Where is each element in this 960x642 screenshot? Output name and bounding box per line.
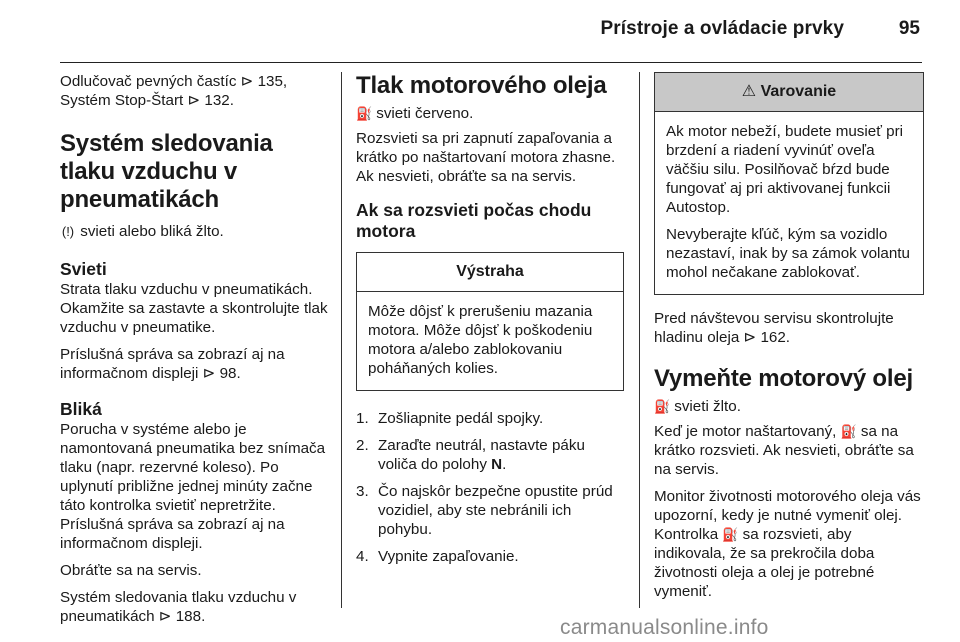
warning-box <box>654 72 924 295</box>
blika-paragraph-2: Obráťte sa na servis. <box>60 562 202 579</box>
oil-paragraph: Rozsvieti sa pri zapnutí zapaľovania a krátko po naštartovaní motora zhasne. Ak nesvieti, obráťte sa na servis. <box>356 130 616 185</box>
change-oil-paragraph-2: Monitor životnosti motorového oleja vás upozorní, kedy je nutné vymeniť olej. Kontrolka ⛽ sa rozsvieti, aby indikovala, že sa prekročila doba životnosti oleja a olej je potrebné vymeniť. <box>654 488 921 600</box>
column-middle <box>356 72 624 574</box>
tpms-indicator-line <box>60 222 332 241</box>
page-header <box>60 0 922 63</box>
tire-pressure-warning-icon: (!) <box>61 224 75 239</box>
oil-change-icon: ⛽ <box>840 424 857 439</box>
page-number: 95 <box>898 18 920 39</box>
warning-paragraph-1: Ak motor nebeží, budete musieť pri brzdení a riadení vyvinúť oveľa väčšiu silu. Posilňovač bŕzd bude fungovať aj pri aktivovanej funkcii Autostop. <box>666 123 904 216</box>
heading-oil-pressure: Tlak motorového oleja <box>356 72 607 99</box>
column-right <box>654 72 924 609</box>
heading-while-running: Ak sa rozsvieti počas chodu motora <box>356 200 592 241</box>
heading-svieti: Svieti <box>60 259 107 279</box>
caution-box <box>356 252 624 391</box>
section-title: Prístroje a ovládacie prvky <box>600 18 844 39</box>
oil-change-icon: ⛽ <box>654 399 671 414</box>
caution-box-text: Môže dôjsť k prerušeniu mazania motora. Môže dôjsť k poškodeniu motora a/alebo zablokovaniu poháňaných kolies. <box>368 303 593 377</box>
list-item: 3. Čo najskôr bezpečne opustite prúd vozidiel, aby ste nebránili ich pohybu. <box>356 483 613 538</box>
steps-list <box>356 409 624 566</box>
svieti-paragraph-1: Strata tlaku vzduchu v pneumatikách. Okamžite sa zastavte a skontrolujte tlak vzduchu v pneumatike. <box>60 281 328 336</box>
list-item: 2. Zaraďte neutrál, nastavte páku voliča do polohy N. <box>356 437 585 473</box>
warning-box-title: Varovanie <box>760 83 837 100</box>
oil-change-icon: ⛽ <box>722 527 739 542</box>
heading-blika: Bliká <box>60 399 102 419</box>
list-item: 1. Zošliapnite pedál spojky. <box>356 410 544 427</box>
tpms-indicator-text: svieti alebo bliká žlto. <box>80 223 224 240</box>
heading-tpms: Systém sledovania tlaku vzduchu v pneumatikách <box>60 130 273 213</box>
svieti-paragraph-2: Príslušná správa sa zobrazí aj na informačnom displeji ⊳ 98. <box>60 346 285 382</box>
change-oil-paragraph-1: Keď je motor naštartovaný, ⛽ sa na krátko rozsvieti. Ak nesvieti, obráťte sa na servis. <box>654 423 914 478</box>
oil-can-icon: ⛽ <box>356 106 373 121</box>
oil-indicator-line <box>356 104 624 123</box>
change-oil-indicator-text: svieti žlto. <box>674 398 741 415</box>
column-divider <box>341 72 342 608</box>
caution-box-title: Výstraha <box>357 253 623 292</box>
blika-paragraph-1: Porucha v systéme alebo je namontovaná pneumatika bez snímača tlaku (napr. rezervné koleso). Po uplynutí približne jednej minúty začne táto kontrolka svietiť nepretržite. Príslušná správa sa zobrazí aj na informačnom displeji. <box>60 421 326 552</box>
column-left <box>60 72 332 634</box>
watermark-text: carmanualsonline.info <box>560 616 769 639</box>
oil-indicator-text: svieti červeno. <box>376 105 474 122</box>
change-oil-indicator-line <box>654 397 924 416</box>
service-check-paragraph: Pred návštevou servisu skontrolujte hladinu oleja ⊳ 162. <box>654 310 894 346</box>
heading-change-oil: Vymeňte motorový olej <box>654 365 913 392</box>
column-divider <box>639 72 640 608</box>
intro-text: Odlučovač pevných častíc ⊳ 135, Systém Stop-Štart ⊳ 132. <box>60 73 288 109</box>
warning-box-header <box>655 73 923 112</box>
warning-paragraph-2: Nevyberajte kľúč, kým sa vozidlo nezastaví, inak by sa zámok volantu mohol nečakane zablokovať. <box>666 226 910 281</box>
list-item: 4. Vypnite zapaľovanie. <box>356 548 519 565</box>
blika-paragraph-3: Systém sledovania tlaku vzduchu v pneumatikách ⊳ 188. <box>60 589 297 625</box>
warning-triangle-icon: ⚠ <box>741 83 757 100</box>
